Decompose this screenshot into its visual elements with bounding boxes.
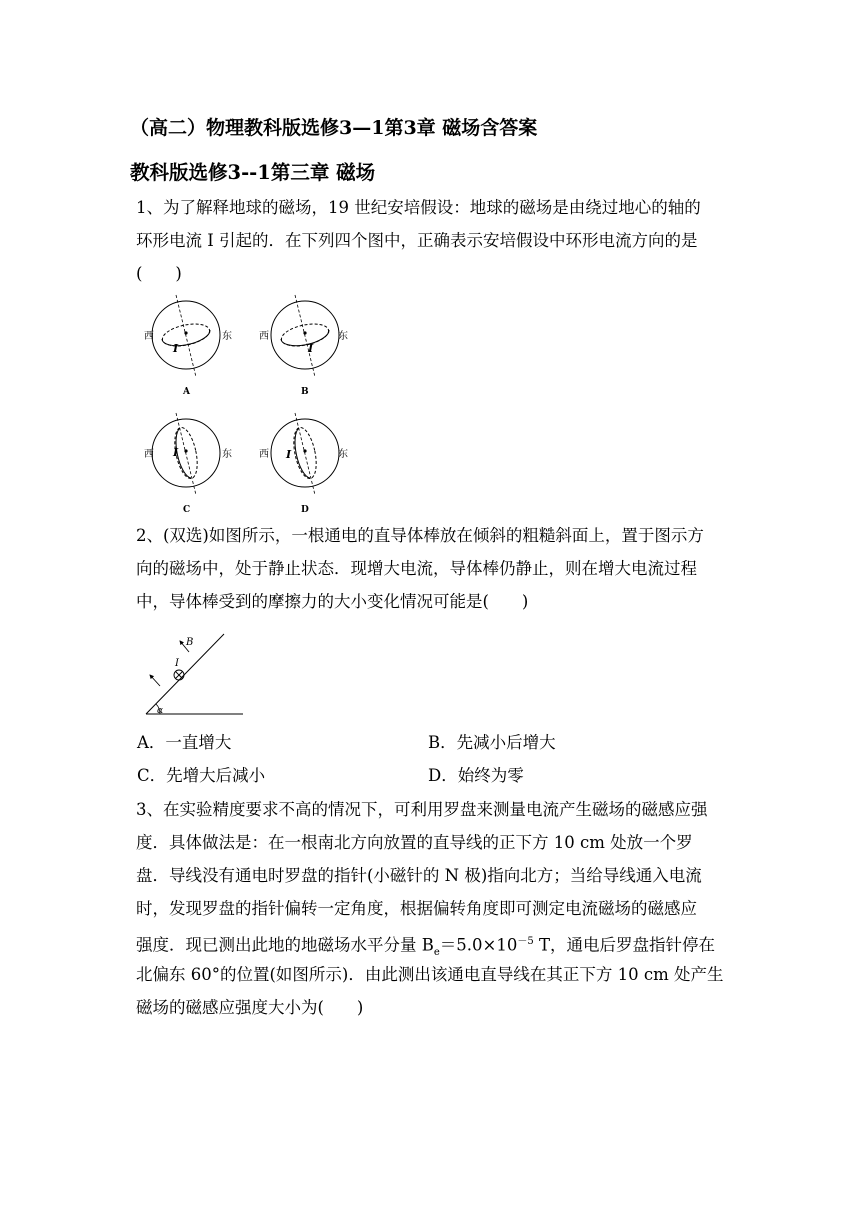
q1-line-2: 环形电流 I 引起的．在下列四个图中，正确表示安培假设中环形电流方向的是 (136, 231, 698, 250)
document-title: （高二）物理教科版选修3—1第3章 磁场含答案 (130, 117, 538, 139)
current-label: I (308, 342, 314, 355)
q3-line-5-part-a: 强度．现已测出此地的地磁场水平分量 B (136, 935, 434, 955)
q3-line-6: 北偏东 60°的位置(如图所示)．由此测出该通电直导线在其正下方 10 cm 处产生 (136, 965, 724, 984)
current-label: I (173, 446, 179, 459)
q2-option-c: C．先增大后减小 (137, 766, 266, 785)
q2-line-3: 中，导体棒受到的摩擦力的大小变化情况可能是( ) (136, 592, 529, 611)
q2-option-b: B．先减小后增大 (428, 733, 556, 752)
current-label: I (286, 448, 292, 461)
incline-line (146, 634, 224, 714)
q3-superscript-exp: －5 (517, 936, 534, 947)
east-label: 东 (338, 331, 348, 342)
east-label: 东 (222, 449, 232, 460)
west-label: 西 (259, 331, 269, 342)
figure-b (259, 295, 348, 397)
q3-line-5-part-c: T，通电后罗盘指针停在 (533, 935, 715, 955)
q1-line-3: ( ) (136, 264, 182, 283)
q2-option-a: A．一直增大 (137, 733, 232, 752)
east-label: 东 (222, 331, 232, 342)
q3-line-5 (136, 931, 715, 964)
figure-c (144, 413, 232, 515)
i-label: I (175, 658, 179, 669)
figure-label-c: C (183, 505, 191, 515)
q3-subscript-e: e (433, 946, 440, 958)
west-label: 西 (259, 449, 269, 460)
q3-line-5-part-b: ＝5.0×10 (439, 935, 518, 955)
figure-label-d: D (301, 505, 309, 515)
q3-line-7: 磁场的磁感应强度大小为( ) (136, 998, 364, 1017)
q1-line-1: 1、为了解释地球的磁场，19 世纪安培假设：地球的磁场是由绕过地心的轴的 (136, 198, 701, 217)
current-label: I (173, 342, 179, 355)
q2-option-d: D．始终为零 (428, 766, 524, 785)
q2-line-2: 向的磁场中，处于静止状态．现增大电流，导体棒仍静止，则在增大电流过程 (136, 559, 697, 578)
west-label: 西 (144, 449, 154, 460)
q3-line-1: 3、在实验精度要求不高的情况下，可利用罗盘来测量电流产生磁场的磁感应强 (136, 800, 708, 819)
figure-label-a: A (183, 387, 190, 397)
q2-line-1: 2、(双选)如图所示，一根通电的直导体棒放在倾斜的粗糙斜面上，置于图示方 (136, 526, 704, 545)
figure-label-b: B (301, 387, 309, 397)
q2-incline-figure (140, 630, 250, 718)
q3-line-2: 度．具体做法是：在一根南北方向放置的直导线的正下方 10 cm 处放一个罗 (136, 833, 693, 852)
force-arrow (150, 675, 160, 686)
chapter-title: 教科版选修3--1第三章 磁场 (130, 161, 376, 184)
q3-line-4: 时，发现罗盘的指针偏转一定角度，根据偏转角度即可测定电流磁场的磁感应 (136, 899, 697, 918)
alpha-label: α (157, 706, 164, 716)
b-label: B (186, 637, 194, 648)
figure-d (259, 413, 348, 515)
q3-line-3: 盘．导线没有通电时罗盘的指针(小磁针的 N 极)指向北方；当给导线通入电流 (136, 866, 702, 885)
west-label: 西 (144, 331, 154, 342)
q1-figure (138, 292, 348, 517)
figure-a (144, 295, 232, 397)
east-label: 东 (338, 449, 348, 460)
